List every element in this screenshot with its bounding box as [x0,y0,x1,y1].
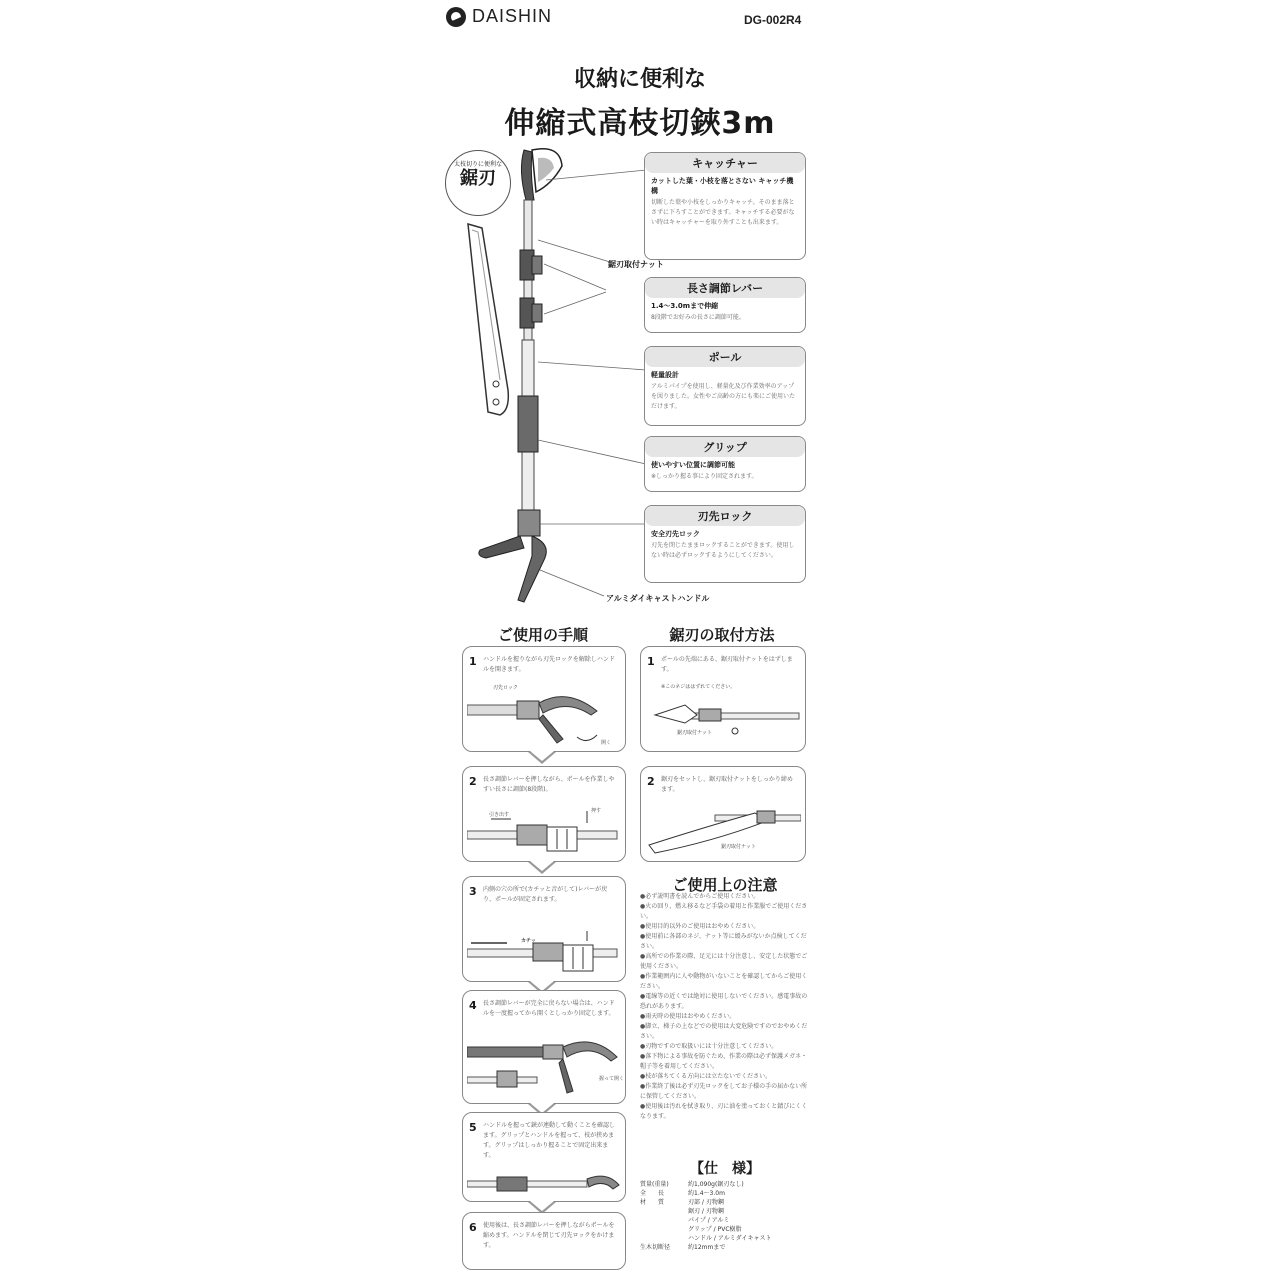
callout-pole [644,346,806,426]
saw-badge-caption: 太枝切りに便利な [453,161,502,168]
step-text: 長さ調節レバーが完全に戻らない場合は、ハンドルを一度握ってから開くとしっかり固定します。 [483,1000,615,1017]
step-tag: 鋸刃取付ナット [677,730,712,736]
spec-row [640,1216,810,1225]
spec-table [640,1180,810,1252]
callout-body: 8段階でお好みの長さに調節可能。 [651,314,745,321]
brand [446,6,552,27]
step-text: 内側の穴の所で(カチッと音がして)レバーが戻り、ポールが固定されます。 [483,886,608,903]
saw-badge-title: 鋸刃 [460,168,496,189]
saw-mount-step-1 [640,646,806,752]
step-4-illustration [467,1033,621,1099]
step-note: ※このネジははずれてください。 [661,684,736,690]
saw-blade-icon [468,224,508,415]
spec-row [640,1234,810,1243]
callout-body: 刃先を閉じたままロックすることができます。使用しない時は必ずロックするようにしてください。 [651,542,795,559]
spec-key: 材 質 [640,1199,665,1206]
usage-step-3 [462,876,626,982]
headline-subtitle: 収納に便利な [573,67,706,92]
model-number: DG-002R4 [744,13,802,27]
callout-lead: カットした葉・小枝を落とさない キャッチ機構 [651,177,794,195]
spec-value: 約12mmまで [688,1244,726,1251]
usage-step-1 [462,646,626,752]
handle-icon [479,510,546,602]
precaution-item: ●火の回り、燃え移るなど手袋の着用と作業服でご使用ください。 [640,903,808,920]
spec-value: グリップ / PVC樹脂 [688,1226,742,1233]
spec-row [640,1180,810,1189]
spec-key: 生木切断径 [640,1244,671,1251]
spec-key [640,1225,688,1234]
precaution-item: ●脚立、梯子の上などでの使用は大変危険ですのでおやめください。 [640,1023,808,1040]
spec-value: ハンドル / アルミダイキャスト [688,1235,772,1242]
step-text: ポールの先端にある、鋸刃取付ナットをはずします。 [661,656,793,673]
spec-value: 約1.4〜3.0m [688,1190,725,1197]
callout-lead: 使いやすい位置に調節可能 [651,461,735,469]
saw-mount-heading: 鋸刃の取付方法 [669,626,775,644]
usage-step-4 [462,990,626,1104]
precaution-item: ●高所での作業の際、足元には十分注意し、安定した状態でご使用ください。 [640,953,808,970]
precaution-item: ●刃物ですので取扱いには十分注意してください。 [640,1043,778,1050]
step-tag: 開く [601,740,612,746]
callout-title: キャッチャー [645,153,805,173]
handle-label: アルミダイキャストハンドル [606,594,710,603]
step-tag: 刃先ロック [493,685,518,691]
step-number: 5 [469,1121,477,1134]
callout-title: 長さ調節レバー [645,278,805,298]
callout-length-lever [644,277,806,333]
grip [518,396,538,452]
spec-key [640,1216,688,1225]
callout-title: 刃先ロック [645,506,805,526]
cutter-head-icon [521,149,562,200]
precautions-heading: ご使用上の注意 [672,876,778,894]
brand-logo-icon [446,7,466,27]
step-number: 1 [469,655,477,668]
spec-key: 全 長 [640,1190,665,1197]
brand-name: DAISHIN [472,6,553,26]
saw-badge [445,150,511,216]
callout-blade-lock [644,505,806,583]
callout-catcher [644,152,806,260]
callout-body: アルミパイプを使用し、軽量化及び作業効率のアップを図りました。女性やご高齢の方にも楽にご使用いただけます。 [651,383,796,410]
spec-row [640,1207,810,1216]
step-1-illustration [467,683,621,747]
step-3-illustration [467,927,621,977]
step-text: ハンドルを握って鋏が連動して動くことを確認します。グリップとハンドルを握って、枝が挟めます。グリップはしっかり握ることで固定出来ます。 [483,1122,616,1159]
spec-row [640,1189,810,1198]
precaution-item: ●落下物による事故を防ぐため、作業の際は必ず保護メガネ・帽子等を着用してください。 [640,1053,807,1070]
step-tag: 握って開く [599,1076,625,1082]
precaution-item: ●枝が落ちてくる方向には立たないでください。 [640,1073,772,1080]
step-text: 使用後は、長さ調節レバーを押しながらポールを縮めます。ハンドルを閉じて刃先ロックをかけます。 [483,1222,615,1249]
step-number: 4 [469,999,477,1012]
spec-row [640,1198,810,1207]
callout-lead: 軽量設計 [651,371,679,379]
arrow-down-icon [528,752,556,764]
callout-title: グリップ [645,437,805,457]
precaution-item: ●使用後は汚れを拭き取り、刃に油を塗っておくと錆びにくくなります。 [640,1103,808,1120]
callout-body: ※しっかり握る事により固定されます。 [651,473,758,480]
usage-step-5 [462,1112,626,1202]
spec-key: 質量(重量) [640,1181,669,1188]
step-tag: 引き出す [489,812,510,818]
spec-value: 鋸刃 / 刃物鋼 [688,1208,724,1215]
step-tag: カチッ [521,938,536,944]
nut-label: 鋸刃取付ナット [608,260,664,269]
precaution-item: ●必ず説明書を読んでからご使用ください。 [640,893,760,900]
precaution-item: ●使用前に各部のネジ、ナット等に緩みがないか点検してください。 [640,933,807,950]
step-number: 6 [469,1221,477,1234]
product-illustration [420,140,650,620]
usage-step-2 [462,766,626,862]
step-tag: 押す [591,808,602,814]
spec-heading: 【仕 様】 [690,1161,760,1177]
usage-heading: ご使用の手順 [497,626,588,644]
step-text: 長さ調節レバーを押しながら、ポールを作業しやすい長さに調節(8段階)。 [483,776,615,793]
step-tag: 鋸刃取付ナット [721,844,756,850]
callout-lead: 安全刃先ロック [651,530,700,538]
spec-row [640,1243,810,1252]
precaution-item: ●電線等の近くでは絶対に使用しないでください。感電事故の恐れがあります。 [640,993,808,1010]
spec-value: 刃部 / 刃物鋼 [688,1199,724,1206]
step-number: 2 [469,775,477,788]
arrow-down-icon [528,862,556,874]
callout-grip [644,436,806,492]
precaution-item: ●作業終了後は必ず刃先ロックをしてお子様の手の届かない所に保管してください。 [640,1083,808,1100]
precaution-item: ●作業範囲内に人や動物がいないことを確認してからご使用ください。 [640,973,808,990]
step-number: 1 [647,655,655,668]
usage-step-6 [462,1212,626,1270]
callout-title: ポール [645,347,805,367]
spec-row [640,1225,810,1234]
spec-value: 約1,090g(鋸刃なし) [688,1181,744,1188]
saw-mount-step-2 [640,766,806,862]
saw-mount-1-illustration [645,695,801,745]
precaution-item: ●雨天時の使用はおやめください。 [640,1013,736,1020]
spec-key [640,1207,688,1216]
precaution-item: ●使用目的以外のご使用はおやめください。 [640,923,760,930]
callout-lead: 1.4〜3.0mまで伸縮 [651,302,719,310]
callout-body: 切断した葉や小枝をしっかりキャッチ。そのまま落とさずに下ろすことができます。キャッチする必要がない時はキャッチャーを取り外すことも出来ます。 [651,199,795,226]
step-5-illustration [467,1169,621,1197]
spec-key [640,1234,688,1243]
step-text: 鋸刃をセットし、鋸刃取付ナットをしっかり締めます。 [661,776,793,793]
step-number: 3 [469,885,477,898]
spec-value: パイプ / アルミ [688,1217,730,1224]
step-text: ハンドルを握りながら刃先ロックを解除しハンドルを開きます。 [483,656,615,673]
step-number: 2 [647,775,655,788]
headline-title: 伸縮式高枝切鋏3m [504,106,776,141]
precautions-list [640,892,810,1122]
